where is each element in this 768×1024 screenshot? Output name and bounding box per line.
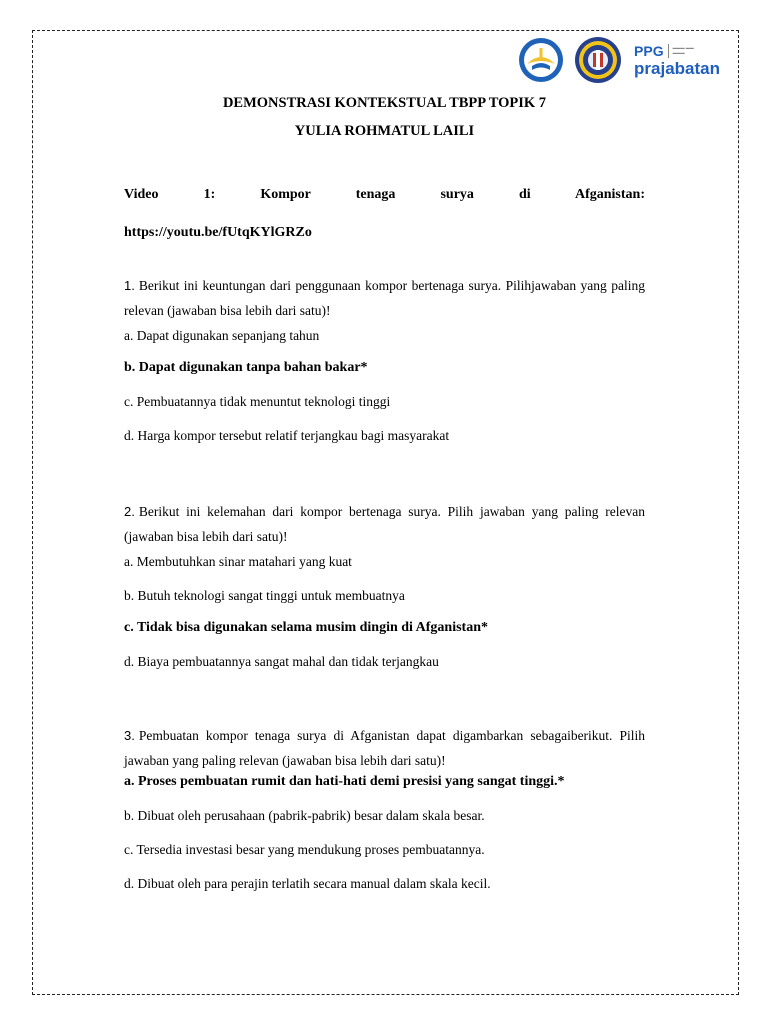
question-number: 1.	[124, 278, 135, 293]
option-a: a. Membutuhkan sinar matahari yang kuat	[124, 554, 352, 569]
question-body: Berikut ini keuntungan dari penggunaan kompor bertenaga surya. Pilihjawaban yang paling relevan (jawaban bisa lebih dari satu)!	[124, 278, 645, 318]
ppg-logo-tagline-graphic: ▬▬▬ ▬▬ ▬▬▬	[672, 45, 694, 55]
option-c: c. Tersedia investasi besar yang mendukung proses pembuatannya.	[124, 842, 485, 857]
question-text	[124, 499, 645, 549]
university-logo	[574, 36, 622, 84]
ppg-logo-subtext: prajabatan	[634, 58, 720, 78]
question-body: Berikut ini kelemahan dari kompor bertenaga surya. Pilih jawaban yang paling relevan (jawaban bisa lebih dari satu)!	[124, 504, 645, 544]
question-number: 2.	[124, 504, 135, 519]
header-logos	[518, 36, 720, 84]
question-body: Pembuatan kompor tenaga surya di Afganistan dapat digambarkan sebagaiberikut. Pilih jawaban yang paling relevan (jawaban bisa lebih dari satu)!	[124, 728, 645, 768]
question-text	[124, 723, 645, 773]
question-3	[124, 723, 645, 893]
ppg-logo-divider	[668, 44, 669, 58]
option-d: d. Dibuat oleh para perajin terlatih secara manual dalam skala kecil.	[124, 876, 491, 891]
ppg-prajabatan-logo	[634, 44, 720, 77]
question-1	[124, 273, 645, 445]
question-text	[124, 273, 645, 323]
option-d: d. Harga kompor tersebut relatif terjangkau bagi masyarakat	[124, 428, 450, 443]
option-c-answer: c. Tidak bisa digunakan selama musim dingin di Afganistan*	[124, 620, 488, 635]
question-2	[124, 499, 645, 671]
option-d: d. Biaya pembuatannya sangat mahal dan tidak terjangkau	[124, 654, 439, 669]
option-a: a. Dapat digunakan sepanjang tahun	[124, 328, 320, 343]
option-a-answer: a. Proses pembuatan rumit dan hati-hati demi presisi yang sangat tinggi.*	[124, 774, 565, 789]
option-c: c. Pembuatannya tidak menuntut teknologi tinggi	[124, 394, 391, 409]
document-title: DEMONSTRASI KONTEKSTUAL TBPP TOPIK 7	[222, 95, 547, 111]
question-number: 3.	[124, 728, 135, 743]
option-b: b. Butuh teknologi sangat tinggi untuk membuatnya	[124, 588, 405, 603]
option-b: b. Dibuat oleh perusahaan (pabrik-pabrik) besar dalam skala besar.	[124, 808, 485, 823]
ppg-logo-text: PPG	[634, 42, 664, 59]
video-line: Video 1: Kompor tenaga surya di Afganistan:	[124, 187, 645, 202]
document-author: YULIA ROHMATUL LAILI	[294, 123, 475, 139]
kemdikbud-logo	[518, 37, 564, 83]
option-b-answer: b. Dapat digunakan tanpa bahan bakar*	[124, 360, 368, 375]
video-url-link[interactable]: https://youtu.be/fUtqKYlGRZo	[124, 225, 312, 240]
document-body	[124, 90, 645, 893]
